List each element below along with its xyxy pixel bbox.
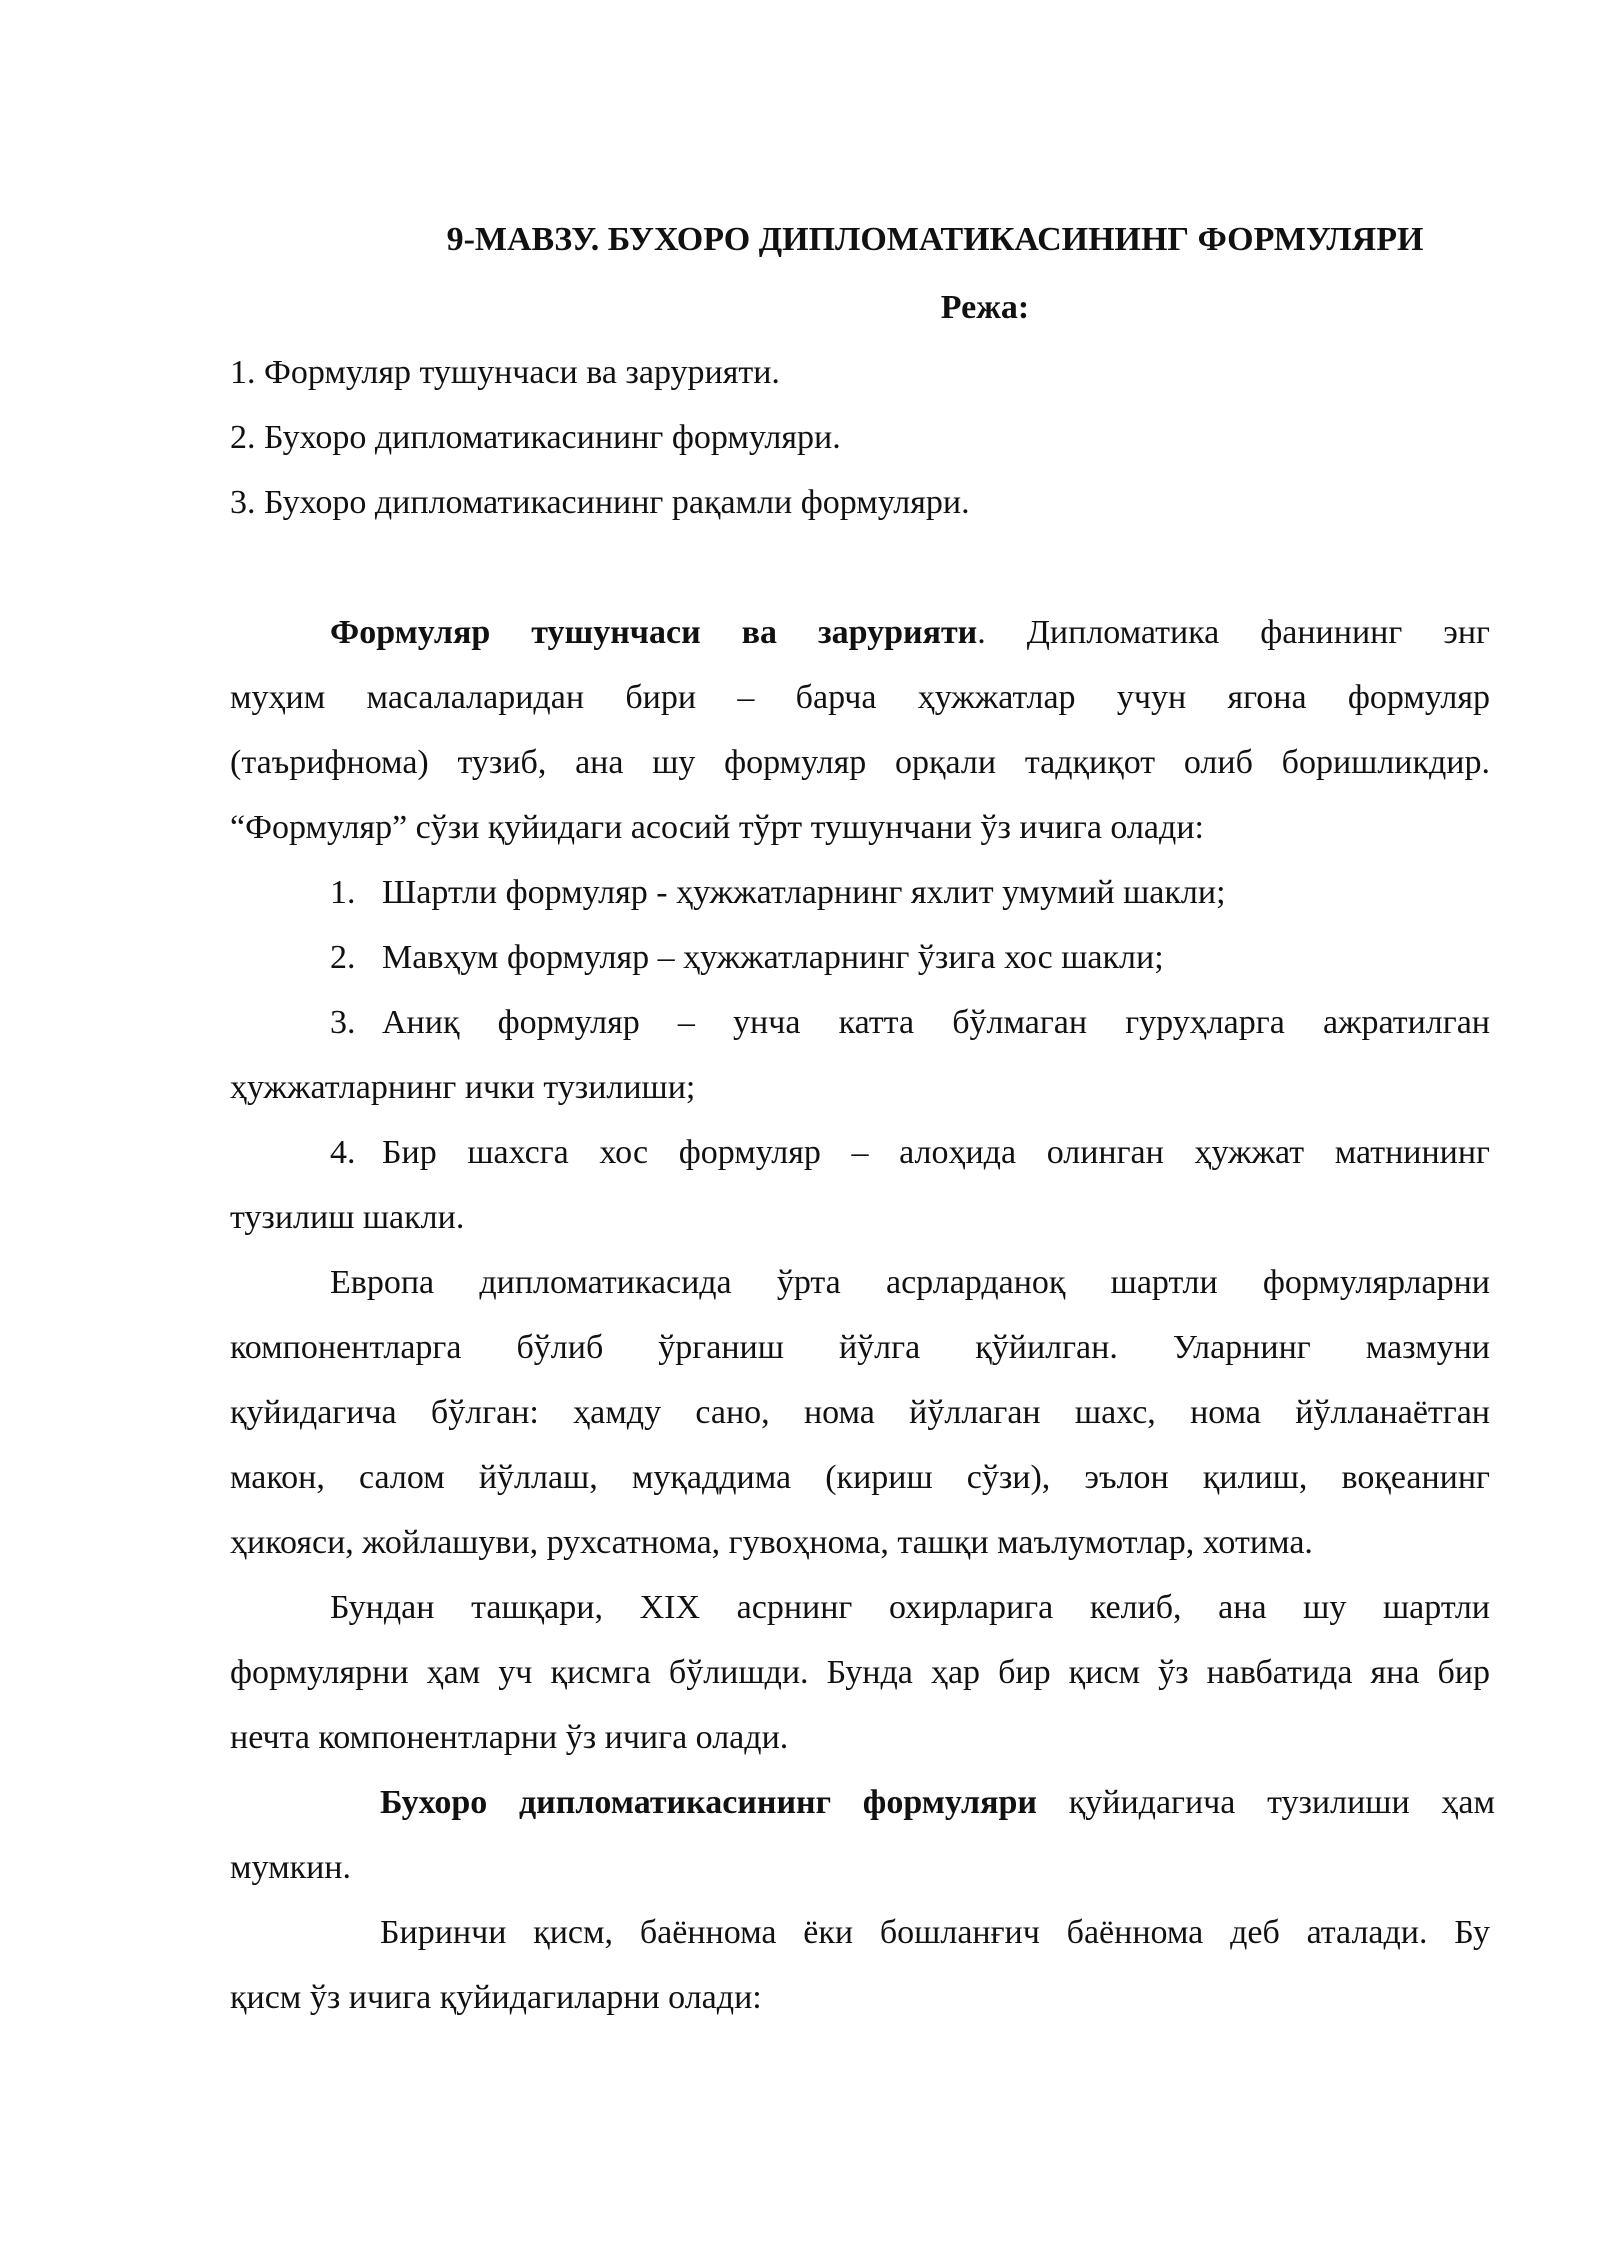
- page-title: 9-МАВЗУ. БУХОРО ДИПЛОМАТИКАСИНИНГ ФОРМУЛЯРИ: [446, 221, 1424, 258]
- paragraph-line: ҳикояси, жойлашуви, рухсатнома, гувоҳнома, ташқи маълумотлар, хотима.: [230, 1524, 1313, 1561]
- section1-line: (таърифнома) тузиб, ана шу формуляр орқали тадқиқот олиб боришликдир.: [230, 744, 1490, 781]
- paragraph-line: Биринчи қисм, баённома ёки бошланғич баённома деб аталади. Бу: [380, 1914, 1490, 1951]
- list-item: 2. Мавҳум формуляр – ҳужжатларнинг ўзига хос шакли;: [330, 939, 1164, 976]
- paragraph-line: Бундан ташқари, XIX асрнинг охирларига келиб, ана шу шартли: [330, 1589, 1490, 1626]
- paragraph-line: нечта компонентларни ўз ичига олади.: [230, 1719, 789, 1756]
- list-item: 3. Аниқ формуляр – унча катта бўлмаган гуруҳларга ажратилган: [330, 1004, 1490, 1041]
- section1-line: муҳим масалаларидан бири – барча ҳужжатлар учун ягона формуляр: [230, 679, 1490, 716]
- plan-item: 3. Бухоро дипломатикасининг рақамли формуляри.: [230, 484, 970, 521]
- paragraph-line: Бухоро дипломатикасининг формуляри қуйидагича тузилиши ҳам: [380, 1784, 1496, 1821]
- plan-heading: Режа:: [940, 289, 1030, 326]
- section1-heading: Формуляр тушунчаси ва зарурияти: [330, 614, 978, 651]
- paragraph-line: формулярни ҳам уч қисмга бўлишди. Бунда ҳар бир қисм ўз навбатида яна бир: [230, 1654, 1490, 1691]
- list-item-continued: тузилиш шакли.: [230, 1199, 465, 1236]
- plan-item: 1. Формуляр тушунчаси ва зарурияти.: [230, 354, 780, 391]
- list-item-continued: ҳужжатларнинг ички тузилиши;: [230, 1069, 696, 1106]
- section1-line: Формуляр тушунчаси ва зарурияти. Дипломатика фанининг энг: [330, 614, 1490, 651]
- list-item: 1. Шартли формуляр - ҳужжатларнинг яхлит умумий шакли;: [330, 874, 1226, 911]
- paragraph-line: макон, салом йўллаш, муқаддима (кириш сўзи), эълон қилиш, воқеанинг: [230, 1459, 1490, 1496]
- paragraph-line: қисм ўз ичига қуйидагиларни олади:: [230, 1979, 762, 2016]
- paragraph-line: қуйидагича бўлган: ҳамду сано, нома йўллаган шахс, нома йўлланаётган: [230, 1394, 1490, 1431]
- paragraph-line: мумкин.: [230, 1849, 351, 1886]
- list-item: 4. Бир шахсга хос формуляр – алоҳида олинган ҳужжат матнининг: [330, 1134, 1490, 1171]
- section1-line: “Формуляр” сўзи қуйидаги асосий тўрт тушунчани ўз ичига олади:: [230, 809, 1204, 846]
- bukhara-heading: Бухоро дипломатикасининг формуляри: [380, 1784, 1038, 1821]
- paragraph-line: Европа дипломатикасида ўрта асрларданоқ шартли формулярларни: [330, 1264, 1490, 1301]
- paragraph-line: компонентларга бўлиб ўрганиш йўлга қўйилган. Уларнинг мазмуни: [230, 1329, 1490, 1366]
- plan-item: 2. Бухоро дипломатикасининг формуляри.: [230, 419, 841, 456]
